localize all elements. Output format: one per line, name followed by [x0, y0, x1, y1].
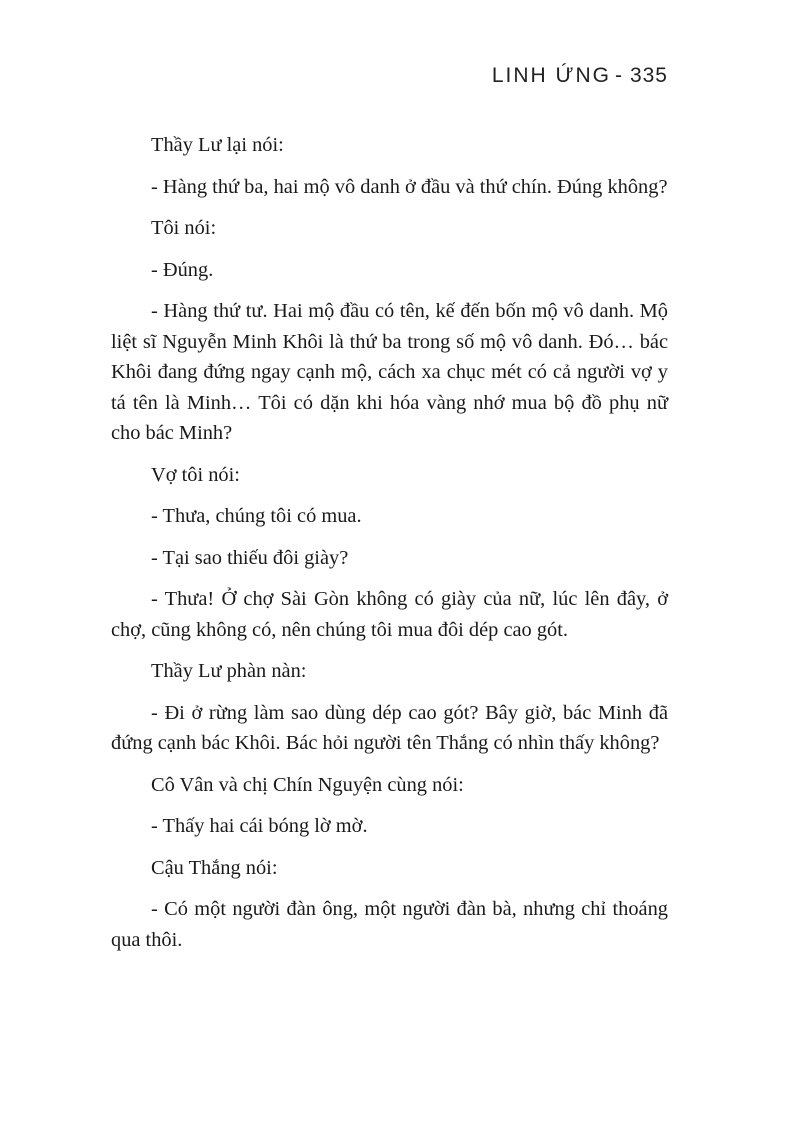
paragraph: Thầy Lư phàn nàn:	[151, 660, 307, 682]
paragraph: - Có một người đàn ông, một người đàn bà, nhưng chỉ thoáng qua thôi.	[111, 898, 668, 951]
paragraph: Vợ tôi nói:	[151, 463, 240, 486]
paragraph: - Hàng thứ ba, hai mộ vô danh ở đầu và thứ chín. Đúng không?	[151, 175, 668, 198]
paragraph: - Đúng.	[151, 258, 214, 281]
paragraph: - Thưa, chúng tôi có mua.	[151, 505, 362, 527]
paragraph: - Đi ở rừng làm sao dùng dép cao gót? Bây giờ, bác Minh đã đứng cạnh bác Khôi. Bác hỏi người tên Thắng có nhìn thấy không?	[111, 701, 668, 754]
paragraph: - Hàng thứ tư. Hai mộ đầu có tên, kế đến bốn mộ vô danh. Mộ liệt sĩ Nguyễn Minh Khôi là thứ ba trong số mộ vô danh. Đó… bác Khôi đang đứng ngay cạnh mộ, cách xa chục mét có cả người vợ y tá tên là Minh… Tôi có dặn khi hóa vàng nhớ mua bộ đồ phụ nữ cho bác Minh?	[111, 300, 668, 444]
paragraph: - Thưa! Ở chợ Sài Gòn không có giày của nữ, lúc lên đây, ở chợ, cũng không có, nên chúng tôi mua đôi dép cao gót.	[111, 588, 668, 641]
paragraph: - Tại sao thiếu đôi giày?	[151, 546, 349, 569]
body-text	[111, 130, 668, 966]
paragraph: Cô Vân và chị Chín Nguyện cùng nói:	[151, 773, 464, 796]
paragraph: Tôi nói:	[151, 217, 217, 239]
header-separator: -	[614, 64, 624, 87]
paragraph: Cậu Thắng nói:	[151, 856, 278, 879]
running-header	[492, 64, 668, 88]
paragraph: Thầy Lư lại nói:	[151, 134, 284, 156]
paragraph: - Thấy hai cái bóng lờ mờ.	[151, 815, 368, 837]
header-title: LINH ỨNG	[491, 64, 611, 87]
page-number: 335	[629, 64, 668, 87]
